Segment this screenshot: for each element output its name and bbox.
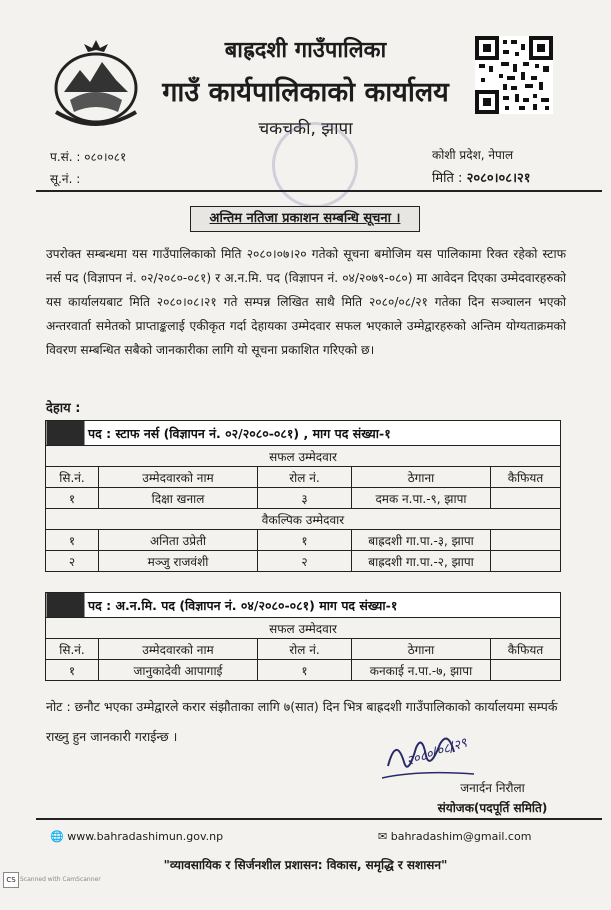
- note-text: नोट : छनौट भएका उम्मेद्वारले करार संझौताका लागि ७(सात) दिन भित्र बाह्रदशी गाउँपालिकाको कार्यालयमा सम्पर्क राख्नु हुन जानकारी गराईन्छ ।: [46, 699, 558, 744]
- alternate-heading: वैकल्पिक उम्मेदवार: [46, 509, 561, 530]
- results-table-anm: [45, 592, 561, 681]
- office-name: गाउँ कार्यपालिकाको कार्यालय: [162, 77, 449, 108]
- success-heading: सफल उम्मेदवार: [46, 446, 561, 467]
- dehaya-label: देहाय :: [46, 401, 81, 416]
- slogan: "व्यावसायिक र सिर्जनशील प्रशासन: विकास, समृद्धि र सशासन": [163, 858, 448, 872]
- municipality-name: बाह्रदशी गाउँपालिका: [224, 38, 387, 63]
- table-row: १ दिक्षा खनाल ३ दमक न.पा.-९, झापा: [46, 488, 561, 509]
- table-row: २ मञ्जु राजवंशी २ बाह्रदशी गा.पा.-२, झापा: [46, 551, 561, 572]
- faint-stamp: [272, 122, 358, 208]
- table-post-heading: पद : अ.न.मि. पद (विज्ञापन नं. ०४/२०८०-०८१) माग पद संख्या-१: [46, 593, 561, 618]
- footer-divider: [36, 818, 602, 820]
- success-heading: सफल उम्मेदवार: [46, 618, 561, 639]
- chalani-number: सू.नं. :: [50, 172, 81, 186]
- mail-icon: ✉: [378, 830, 388, 843]
- date: मिति : २०८०।०८।२१: [432, 171, 531, 186]
- email[interactable]: ✉ bahradashim@gmail.com: [378, 830, 532, 843]
- results-table-staff-nurse: [45, 420, 561, 572]
- table-row: १ जानुकादेवी आपागाई १ कनकाई न.पा.-७, झापा: [46, 660, 561, 681]
- camscanner-icon: CS: [3, 872, 19, 888]
- scanner-watermark: Scanned with CamScanner: [20, 876, 101, 883]
- notice-title: अन्तिम नतिजा प्रकाशन सम्बन्धि सूचना ।: [190, 206, 420, 232]
- notice-body: उपरोक्त सम्बन्धमा यस गाउँपालिकाको मिति २०८०।०७।२० गतेको सूचना बमोजिम यस पालिकामा रिक्त रहेको स्टाफ नर्स पद (विज्ञापन नं. ०२/२०८०-०८१) र अ.न.मि. पद (विज्ञापन नं. ०४/२०७९-०८०) मा आवेदन दिएका उम्मेदवारहरुको यस कार्यालयबाट मिति २०८०।०८।२१ गते सम्पन्न लिखित साथै मिति २०८०/०८/२१ गतेका दिन सञ्चालन भएको अन्तरवार्ता समेतको प्राप्ताङ्कलाई एकीकृत गर्दा देहायका उम्मेदवार सफल भएकाले उम्मेद्वारहरुको अन्तिम योग्यताक्रमको विवरण सम्बन्धित सबैको जानकारीका लागि यो सूचना प्रकाशित गरिएको छ।: [46, 247, 566, 357]
- handwritten-date: २०८०/०८/२९: [404, 735, 470, 770]
- table-header-row: सि.नं. उम्मेदवारको नाम रोल नं. ठेगाना कैफियत: [46, 639, 561, 660]
- signatory: जनार्दन निरौला संयोजक(पदपूर्ति समिति): [437, 781, 548, 815]
- table-post-heading: पद : स्टाफ नर्स (विज्ञापन नं. ०२/२०८०-०८१) , माग पद संख्या-१: [46, 421, 561, 446]
- table-row: १ अनिता उप्रेती १ बाह्रदशी गा.पा.-३, झापा: [46, 530, 561, 551]
- table-header-row: सि.नं. उम्मेदवारको नाम रोल नं. ठेगाना कैफियत: [46, 467, 561, 488]
- province: कोशी प्रदेश, नेपाल: [432, 148, 514, 162]
- ref-number: प.सं. : ०८०।०८१: [50, 150, 127, 164]
- globe-icon: 🌐: [50, 830, 64, 843]
- office-address: चकचकी, झापा: [258, 119, 353, 139]
- website[interactable]: 🌐 www.bahradashimun.gov.np: [50, 830, 224, 843]
- header-divider: [36, 190, 602, 192]
